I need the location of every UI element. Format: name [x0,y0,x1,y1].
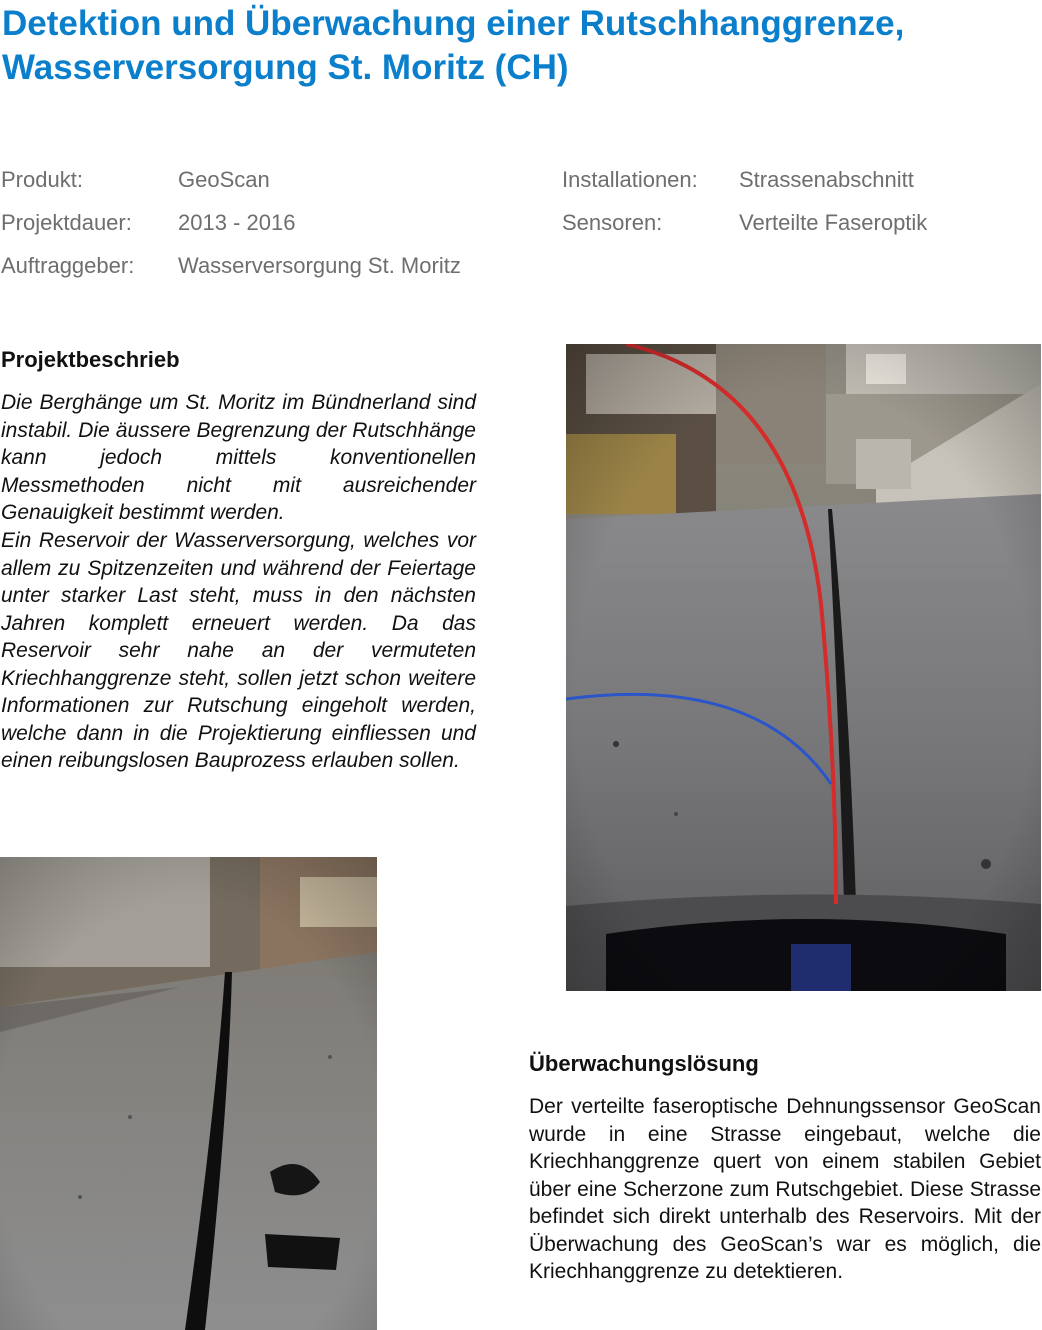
meta-value-projektdauer: 2013 - 2016 [178,210,296,235]
title-line-2: Wasserversorgung St. Moritz (CH) [2,48,569,87]
meta-label-auftraggeber: Auftraggeber: [1,253,135,278]
meta-label-produkt: Produkt: [1,167,83,192]
meta-value-sensoren: Verteilte Faseroptik [739,210,928,235]
road-fiber-photo [566,344,1041,991]
meta-value-auftraggeber: Wasserversorgung St. Moritz [178,253,461,278]
meta-label-projektdauer: Projektdauer: [1,210,132,235]
projektbeschrieb-heading: Projektbeschrieb [1,347,180,372]
projektbeschrieb-paragraph-1: Die Berghänge um St. Moritz im Bündnerland sind instabil. Die äussere Begrenzung der Rutschhänge kann jedoch mittels konventionellen Messmethoden nicht mit ausreichender Genauigkeit bestimmt werden. [1,391,476,524]
title-line-1: Detektion und Überwachung einer Rutschhanggrenze, [2,4,905,43]
meta-value-installationen: Strassenabschnitt [739,167,914,192]
ueberwachungsloesung-paragraph: Der verteilte faseroptische Dehnungssensor GeoScan wurde in eine Strasse eingebaut, welche die Kriechhanggrenze quert von einem stabilen Gebiet über eine Scherzone zum Rutschgebiet. Diese Strasse befindet sich direkt unterhalb des Reservoirs. Mit der Überwachung des GeoScan’s war es möglich, die Kriechhanggrenze zu detektieren. [529,1095,1041,1283]
meta-label-installationen: Installationen: [562,167,698,192]
projektbeschrieb-paragraph-2: Ein Reservoir der Wasserversorgung, welches vor allem zu Spitzenzeiten und während der Feiertage unter starker Last steht, muss in den nächsten Jahren komplett erneuert werden. Da das Reservoir sehr nahe an der vermuteten Kriechhanggrenze steht, sollen jetzt schon weitere Informationen zur Rutschung eingeholt werden, welche dann in die Projektierung einfliessen und einen reibungslosen Bauprozess erlauben sollen. [1,529,476,772]
ueberwachungsloesung-heading: Überwachungslösung [529,1051,759,1076]
page-title [2,2,1042,90]
road-crack-photo [0,857,377,1330]
meta-value-produkt: GeoScan [178,167,270,192]
meta-label-sensoren: Sensoren: [562,210,663,235]
